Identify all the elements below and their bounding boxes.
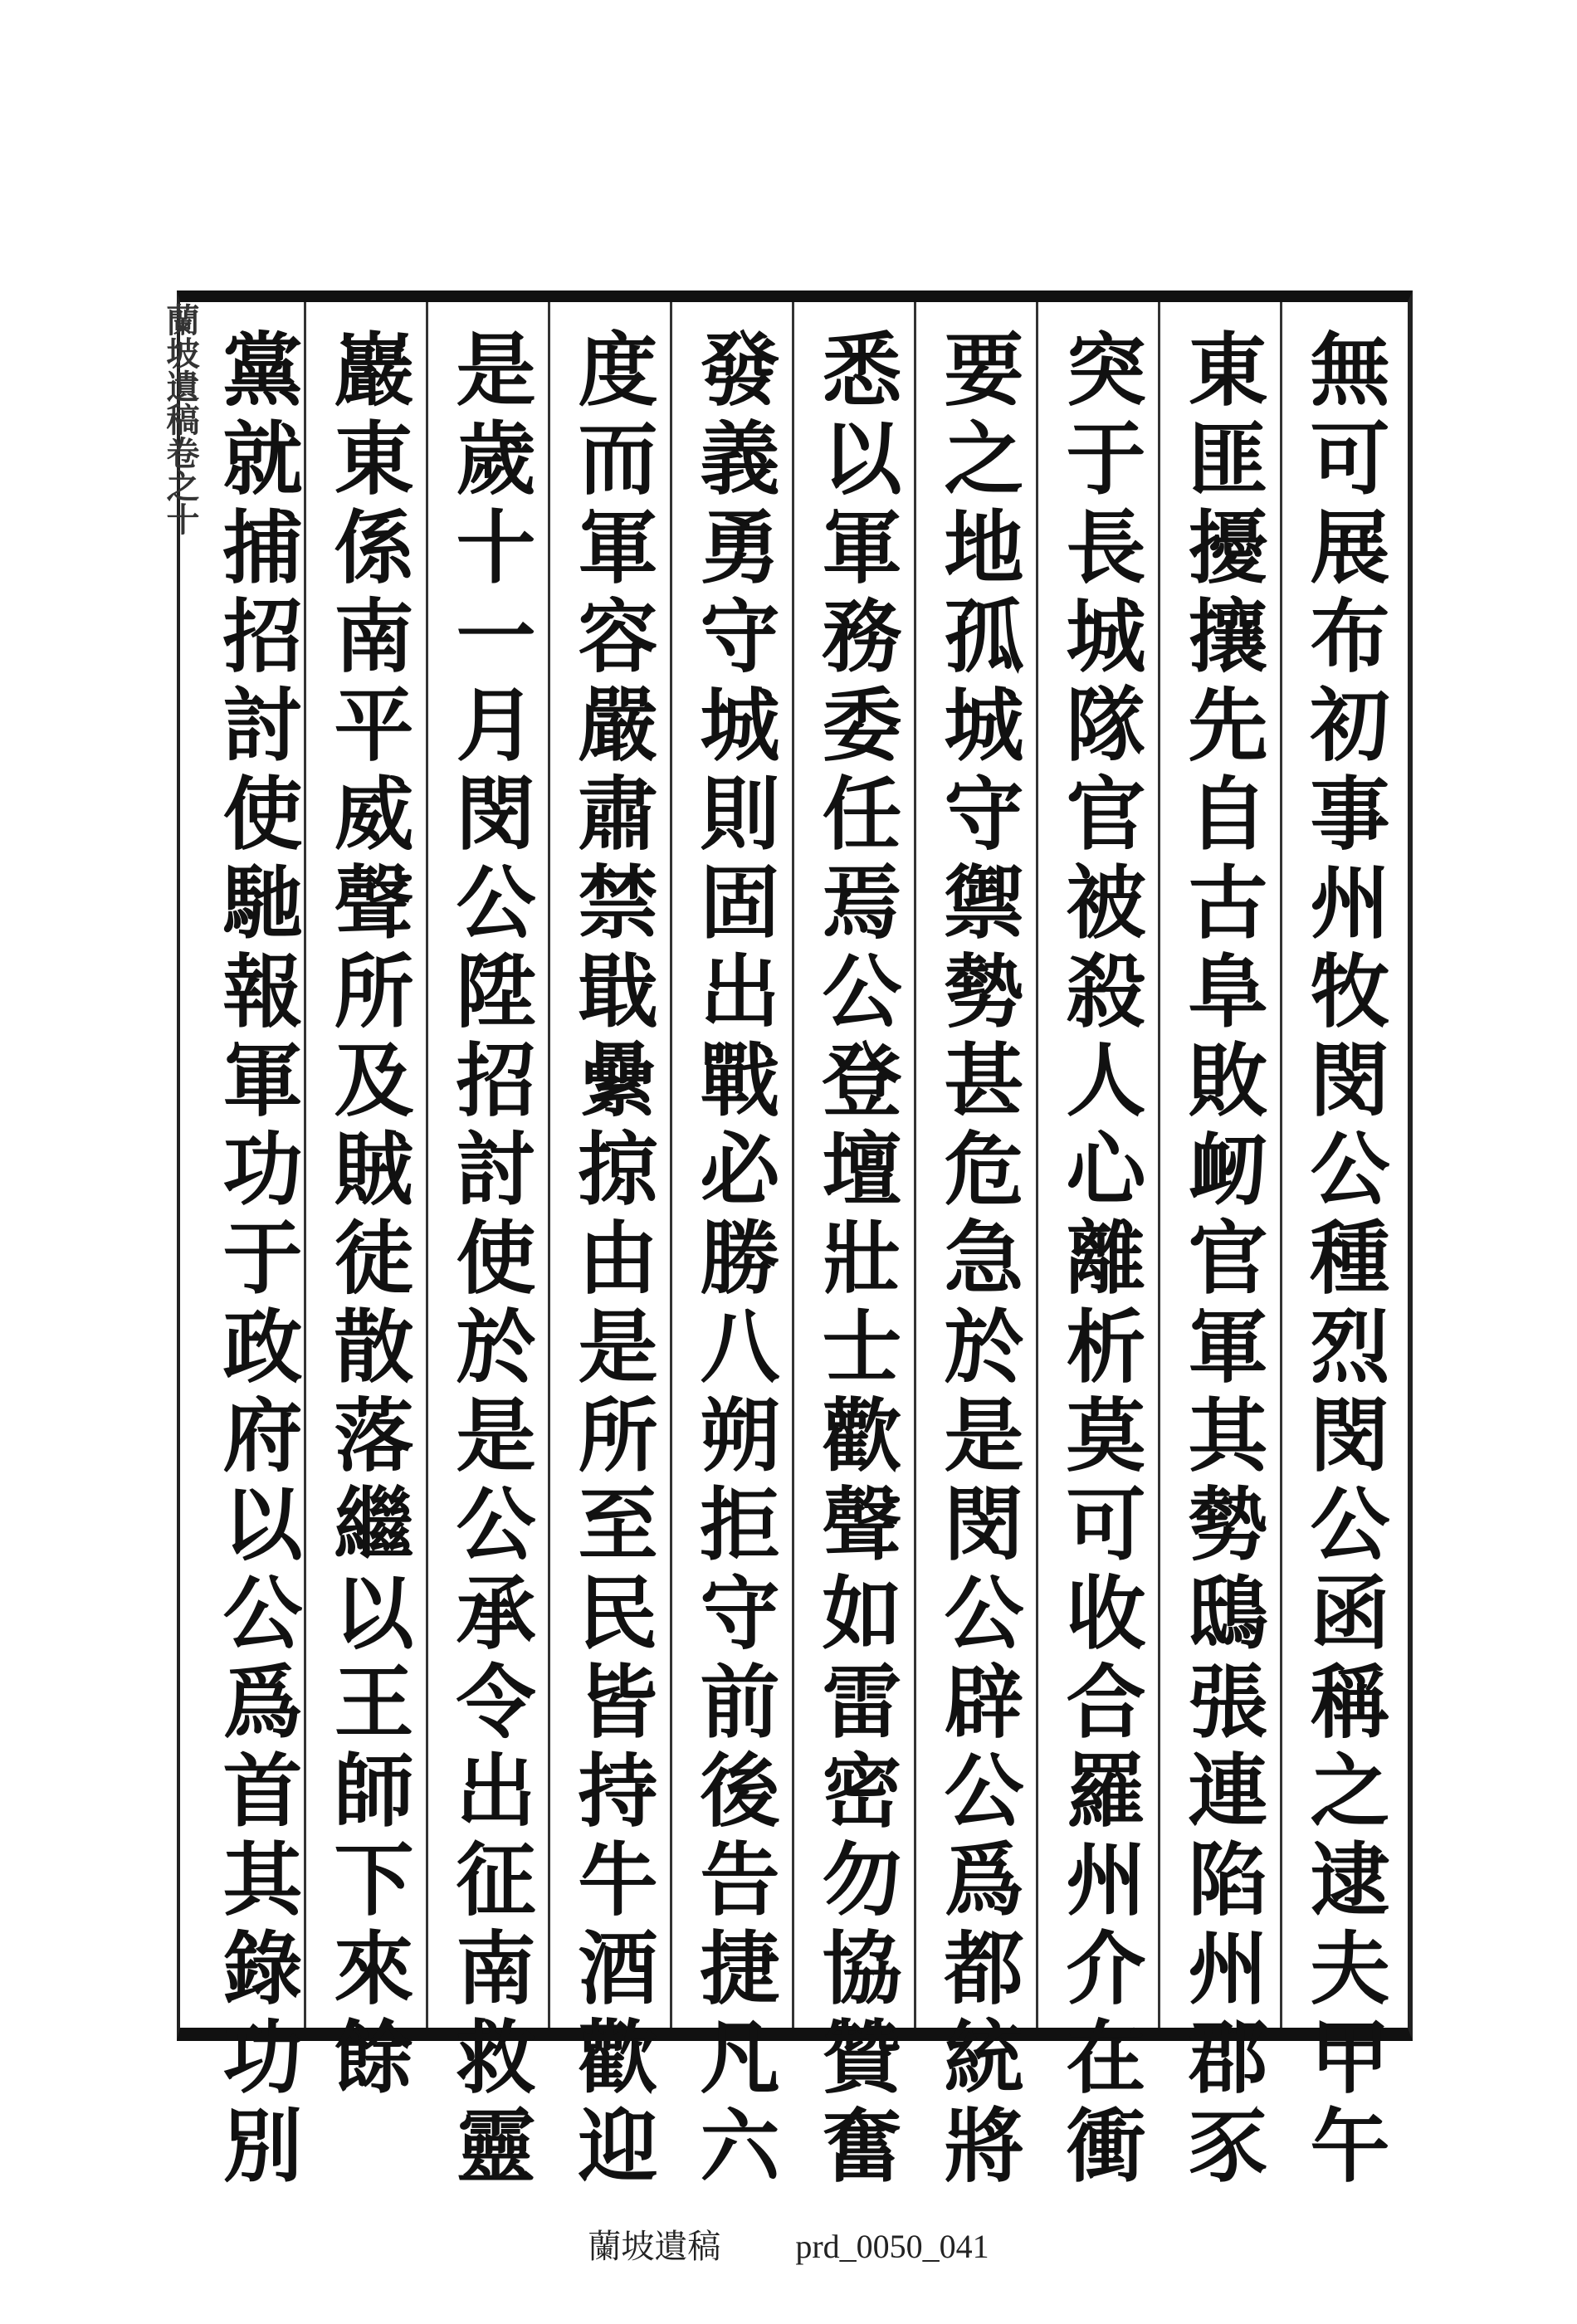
text-column-8: 是歲十一月閔公陞招討使於是公承令出征南救靈 — [443, 328, 537, 2193]
column-rule — [1036, 302, 1038, 2028]
text-column-9: 巖東係南平威聲所及賊徒散落繼以王師下來餘 — [321, 328, 415, 2104]
column-rule — [670, 302, 672, 2028]
text-column-7: 度而軍容嚴肅禁戢纍掠由是所至民皆持牛酒歡迎 — [565, 328, 659, 2193]
column-rule — [914, 302, 916, 2028]
text-column-3: 突于長城隊官被殺人心離析莫可收合羅州介在衝 — [1053, 328, 1147, 2193]
column-rule — [1280, 302, 1282, 2028]
text-column-6: 發義勇守城則固出戰必勝八朔拒守前後告捷凡六 — [687, 328, 781, 2193]
text-column-4: 要之地孤城守禦勢甚危急於是閔公辟公爲都統將 — [931, 328, 1025, 2193]
text-column-1: 無可展布初事州牧閔公種烈閔公函稱之逮夫甲午 — [1297, 328, 1391, 2193]
footer-page-id: prd_0050_041 — [795, 2228, 989, 2265]
column-rule — [426, 302, 428, 2028]
column-rule — [792, 302, 794, 2028]
footer-caption — [0, 2220, 1577, 2268]
column-rule — [548, 302, 550, 2028]
margin-title: 蘭坡遺稿卷之十 — [161, 303, 200, 535]
text-column-10: 黨就捕招討使馳報軍功于政府以公爲首其錄功別 — [210, 328, 304, 2193]
column-rule — [1158, 302, 1160, 2028]
text-column-2: 東匪擾攘先自古阜敗衂官軍其勢鴟張連陷州郡豕 — [1175, 328, 1269, 2193]
text-column-5: 悉以軍務委任焉公登壇壯士歡聲如雷密勿協贊奮 — [809, 328, 903, 2193]
footer-title: 蘭坡遺稿 — [588, 2228, 721, 2265]
